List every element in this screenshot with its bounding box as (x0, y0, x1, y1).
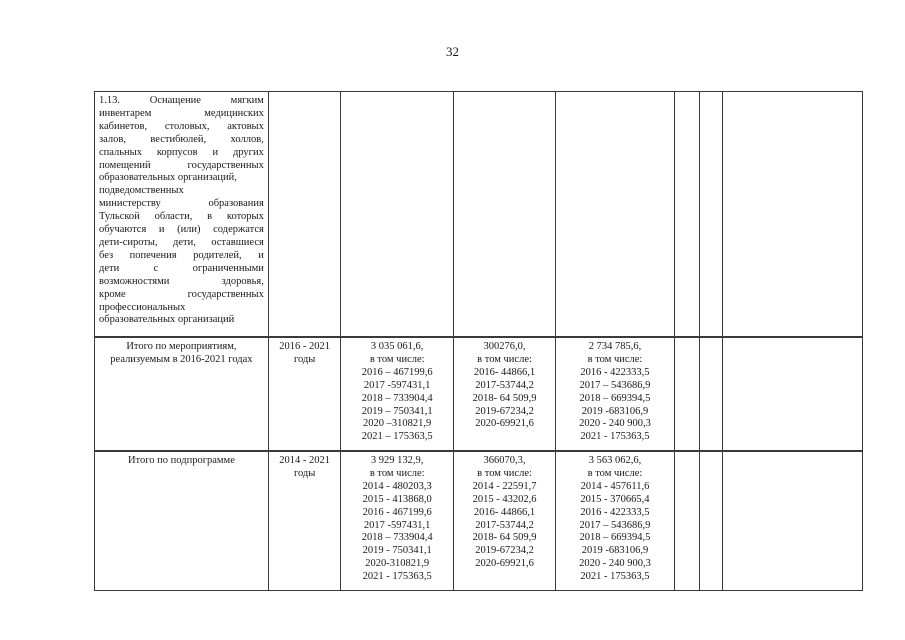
table-row (95, 92, 863, 338)
value-line: 2021 – 175363,5 (361, 431, 433, 443)
value-line: 2020-69921,6 (475, 558, 534, 570)
value-line: 2017 -597431,1 (363, 519, 431, 531)
regional-cell (556, 337, 675, 451)
value-line: 2020 - 240 900,3 (579, 418, 651, 430)
period-text: годы (293, 353, 316, 365)
federal-cell (453, 337, 555, 451)
description-line: помещений государственных (99, 159, 264, 171)
value-line: 2014 - 22591,7 (472, 480, 537, 492)
period-cell (268, 92, 341, 338)
description-line: дети с ограниченными (99, 262, 264, 274)
value-line: 2018 – 669394,5 (579, 392, 651, 404)
description-line: возможностями здоровья, (99, 275, 264, 287)
empty-cell (722, 451, 862, 591)
period-cell (268, 337, 341, 451)
value-line: 2021 - 175363,5 (362, 571, 432, 583)
value-line: 2016- 44866,1 (473, 366, 536, 378)
regional-cell (556, 451, 675, 591)
empty-cell (700, 92, 722, 338)
value-line: 3 929 132,9, (370, 455, 424, 466)
empty-cell (674, 451, 700, 591)
empty-cell (700, 337, 722, 451)
value-line: 2017 – 543686,9 (579, 379, 651, 391)
empty-cell (700, 451, 722, 591)
value-line: 2017-53744,2 (475, 379, 534, 391)
value-line: 2019 – 750341,1 (361, 405, 433, 417)
value-line: в том числе: (587, 353, 643, 365)
regional-cell (556, 92, 675, 338)
total-cell (341, 337, 453, 451)
value-line: в том числе: (477, 467, 532, 479)
value-line: 2018- 64 509,9 (472, 532, 537, 544)
description-line: без попечения родителей, и (99, 249, 264, 261)
empty-cell (722, 337, 862, 451)
description-line: профессиональных (99, 301, 186, 313)
value-line: 2018 – 733904,4 (361, 392, 433, 404)
measures-total-label-cell (95, 337, 269, 451)
description-line: кроме государственных (99, 288, 264, 300)
value-line: 2017 – 543686,9 (579, 519, 651, 531)
program-table (94, 91, 863, 591)
subprogram-total-label-cell (95, 451, 269, 591)
row-label: реализуемым в 2016-2021 годах (110, 353, 253, 365)
description-line: министерству образования (99, 198, 264, 210)
value-line: 2016 – 467199,6 (361, 366, 433, 378)
value-line: 2018 – 733904,4 (361, 532, 433, 544)
value-line: 2018- 64 509,9 (472, 392, 537, 404)
period-text: 2014 - 2021 (279, 455, 331, 466)
description-line: кабинетов, столовых, актовых (99, 120, 264, 132)
description-line: образовательных организаций (99, 314, 235, 326)
value-line: 3 035 061,6, (370, 341, 424, 352)
value-line: 2020 - 240 900,3 (579, 558, 651, 570)
description-line: спальных корпусов и других (99, 146, 264, 158)
federal-cell (453, 92, 555, 338)
value-line: 2021 - 175363,5 (580, 571, 650, 583)
value-line: 366070,3, (483, 455, 526, 466)
description-line: дети-сироты, дети, оставшиеся (99, 236, 264, 248)
value-line: 2015 - 413868,0 (362, 493, 432, 505)
description-line: залов, вестибюлей, холлов, (99, 133, 264, 145)
period-text: годы (293, 467, 316, 479)
value-line: 2019-67234,2 (475, 405, 534, 417)
value-line: 2019 -683106,9 (581, 545, 649, 557)
empty-cell (674, 92, 700, 338)
value-line: 2019-67234,2 (475, 545, 534, 557)
period-cell (268, 451, 341, 591)
description-line: инвентарем медицинских (99, 107, 264, 119)
value-line: в том числе: (369, 353, 425, 365)
table-row (95, 337, 863, 451)
value-line: 2016- 44866,1 (473, 506, 536, 518)
empty-cell (674, 337, 700, 451)
value-line: 2017-53744,2 (475, 519, 534, 531)
total-cell (341, 451, 453, 591)
value-line: 2018 – 669394,5 (579, 532, 651, 544)
value-line: 2019 - 750341,1 (362, 545, 432, 557)
item-description-cell (95, 92, 269, 338)
period-text: 2016 - 2021 (279, 341, 331, 352)
description-line: обучаются и (или) содержатся (99, 224, 264, 236)
value-line: 2 734 785,6, (588, 341, 642, 352)
row-label: Итого по мероприятиям, (126, 341, 237, 352)
value-line: 2014 - 457611,6 (580, 480, 650, 492)
value-line: 2020 –310821,9 (363, 418, 432, 430)
description-line: подведомственных (99, 185, 184, 197)
description-line: образовательных организаций, (99, 172, 237, 184)
federal-cell (453, 451, 555, 591)
value-line: 2020-310821,9 (365, 558, 430, 570)
value-line: 2019 -683106,9 (581, 405, 649, 417)
value-line: 2020-69921,6 (475, 418, 534, 430)
value-line: 3 563 062,6, (588, 455, 642, 466)
table-row (95, 451, 863, 591)
empty-cell (722, 92, 862, 338)
value-line: 2015 - 370665,4 (580, 493, 650, 505)
value-line: в том числе: (369, 467, 425, 479)
value-line: 2016 - 422333,5 (580, 366, 650, 378)
value-line: 300276,0, (483, 341, 526, 352)
value-line: 2021 - 175363,5 (580, 431, 650, 443)
value-line: 2016 - 422333,5 (580, 506, 650, 518)
description-line: Тульской области, в которых (99, 211, 264, 223)
row-label: Итого по подпрограмме (127, 455, 235, 466)
value-line: в том числе: (477, 353, 532, 365)
page-number: 32 (446, 44, 459, 59)
total-cell (341, 92, 453, 338)
value-line: 2016 - 467199,6 (362, 506, 432, 518)
value-line: 2015 - 43202,6 (472, 493, 537, 505)
description-line: 1.13. Оснащение мягким (99, 95, 264, 106)
value-line: в том числе: (587, 467, 643, 479)
value-line: 2014 - 480203,3 (362, 480, 432, 492)
value-line: 2017 -597431,1 (363, 379, 431, 391)
